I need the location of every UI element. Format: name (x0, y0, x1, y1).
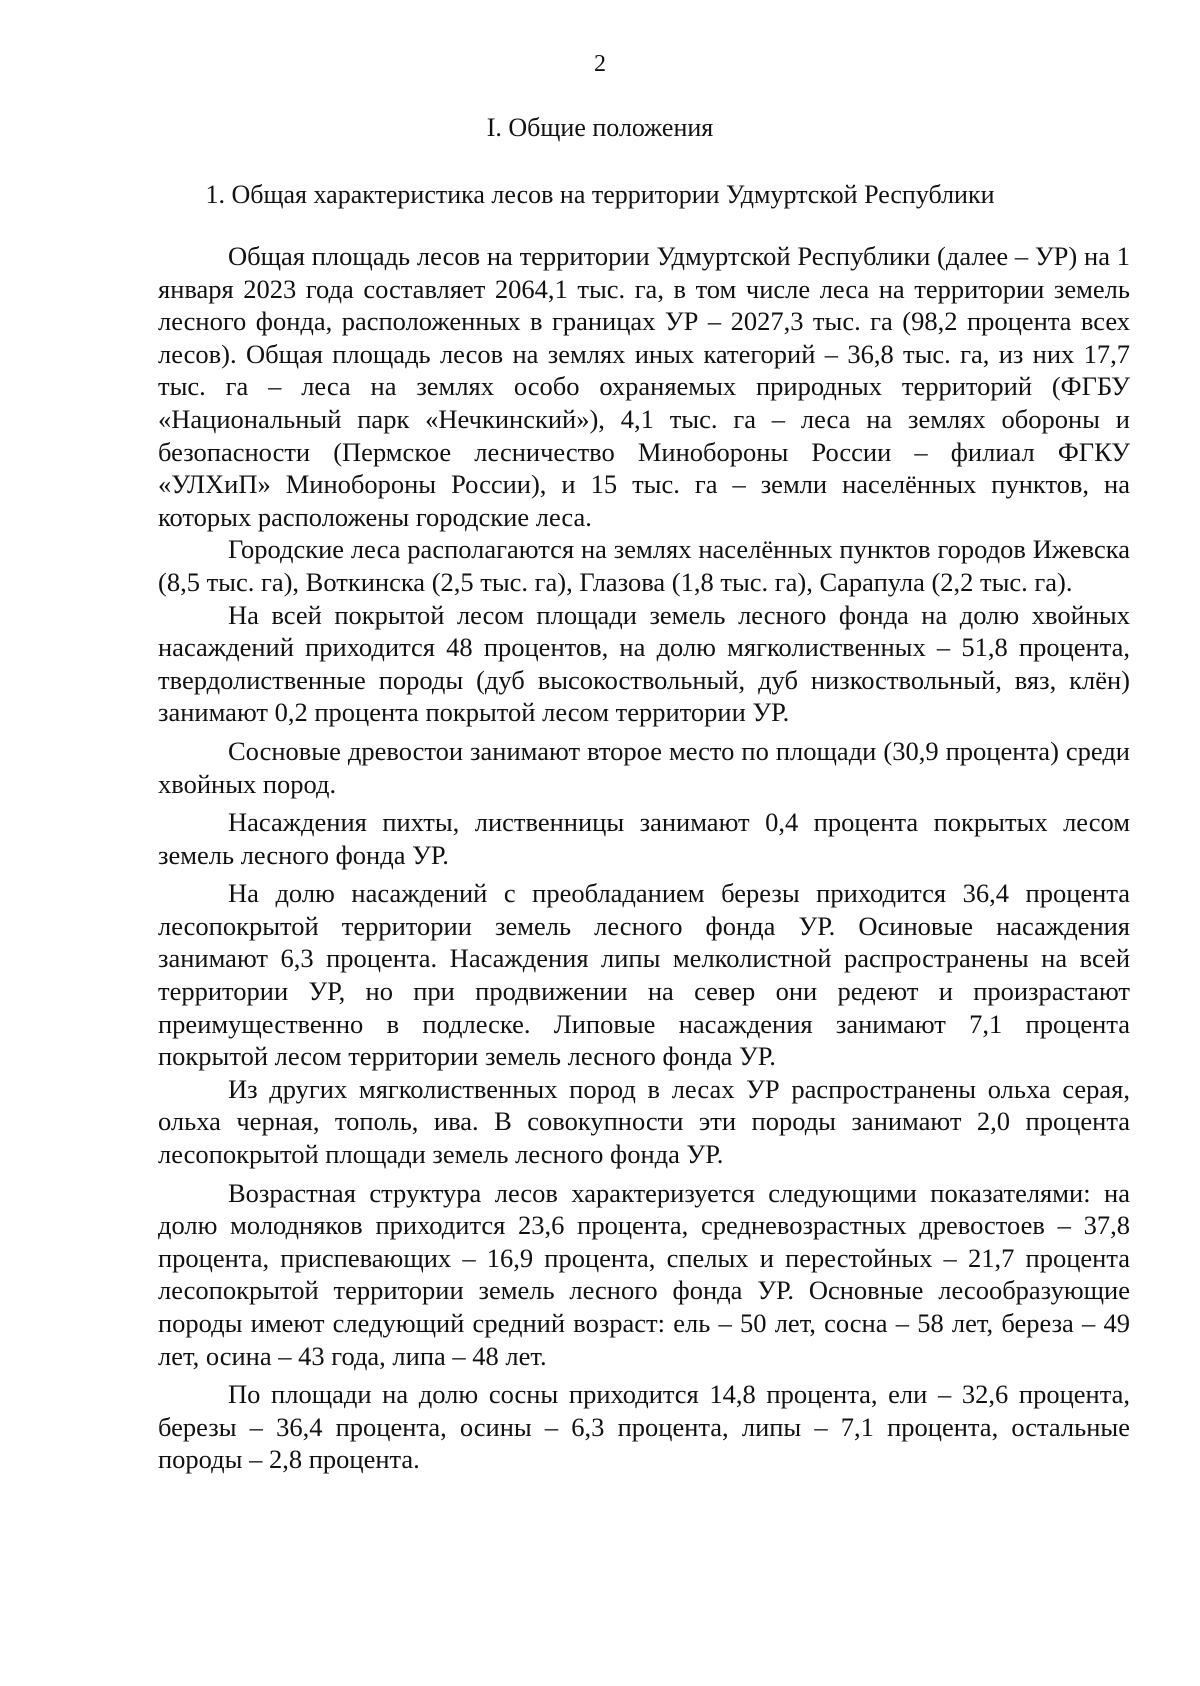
subsection-title: 1. Общая характеристика лесов на территории Удмуртской Республики (205, 180, 995, 209)
paragraph: Городские леса располагаются на землях населённых пунктов городов Ижевска (8,5 тыс. га), Воткинска (2,5 тыс. га), Глазова (1,8 тыс. га), Сарапула (2,2 тыс. га). (158, 534, 1130, 597)
paragraph: Из других мягколиственных пород в лесах УР распространены ольха серая, ольха черная, тополь, ива. В совокупности эти породы занимают 2,0 процента лесопокрытой площади земель лесного фонда УР. (158, 1073, 1130, 1170)
page-number: 2 (594, 51, 606, 77)
paragraph: По площади на долю сосны приходится 14,8 процента, ели – 32,6 процента, березы – 36,4 процента, осины – 6,3 процента, липы – 7,1 процента, остальные породы – 2,8 процента. (158, 1379, 1130, 1475)
paragraph: На долю насаждений с преобладанием березы приходится 36,4 процента лесопокрытой территории земель лесного фонда УР. Осиновые насаждения занимают 6,3 процента. Насаждения липы мелколистной распространены на всей территории УР, но при продвижении на север они редеют и произрастают преимущественно в подлеске. Липовые насаждения занимают 7,1 процента покрытой лесом территории земель лесного фонда УР. (158, 878, 1130, 1072)
paragraph: Сосновые древостои занимают второе место по площади (30,9 процента) среди хвойных пород. (158, 735, 1130, 799)
paragraph: Возрастная структура лесов характеризуется следующими показателями: на долю молодняков приходится 23,6 процента, средневозрастных древостоев – 37,8 процента, приспевающих – 16,9 процента, спелых и перестойных – 21,7 процента лесопокрытой территории земель лесного фонда УР. Основные лесообразующие породы имеют следующий средний возраст: ель – 50 лет, сосна – 58 лет, береза – 49 лет, осина – 43 года, липа – 48 лет. (158, 1177, 1130, 1371)
paragraph: Общая площадь лесов на территории Удмуртской Республики (далее – УР) на 1 января 2023 года составляет 2064,1 тыс. га, в том числе леса на территории земель лесного фонда, расположенных в границах УР – 2027,3 тыс. га (98,2 процента всех лесов). Общая площадь лесов на землях иных категорий – 36,8 тыс. га, из них 17,7 тыс. га – леса на землях особо охраняемых природных территорий (ФГБУ «Национальный парк «Нечкинский»), 4,1 тыс. га – леса на землях обороны и безопасности (Пермское лесничество Минобороны России – филиал ФГКУ «УЛХиП» Минобороны России), и 15 тыс. га – земли населённых пунктов, на которых расположены городские леса. (158, 241, 1130, 532)
paragraph: На всей покрытой лесом площади земель лесного фонда на долю хвойных насаждений приходится 48 процентов, на долю мягколиственных – 51,8 процента, твердолиственные породы (дуб высокоствольный, дуб низкоствольный, вяз, клён) занимают 0,2 процента покрытой лесом территории УР. (158, 599, 1130, 728)
section-title: I. Общие положения (486, 113, 714, 142)
paragraph: Насаждения пихты, лиственницы занимают 0,4 процента покрытых лесом земель лесного фонда УР. (158, 807, 1130, 870)
document-body (158, 240, 1130, 1476)
